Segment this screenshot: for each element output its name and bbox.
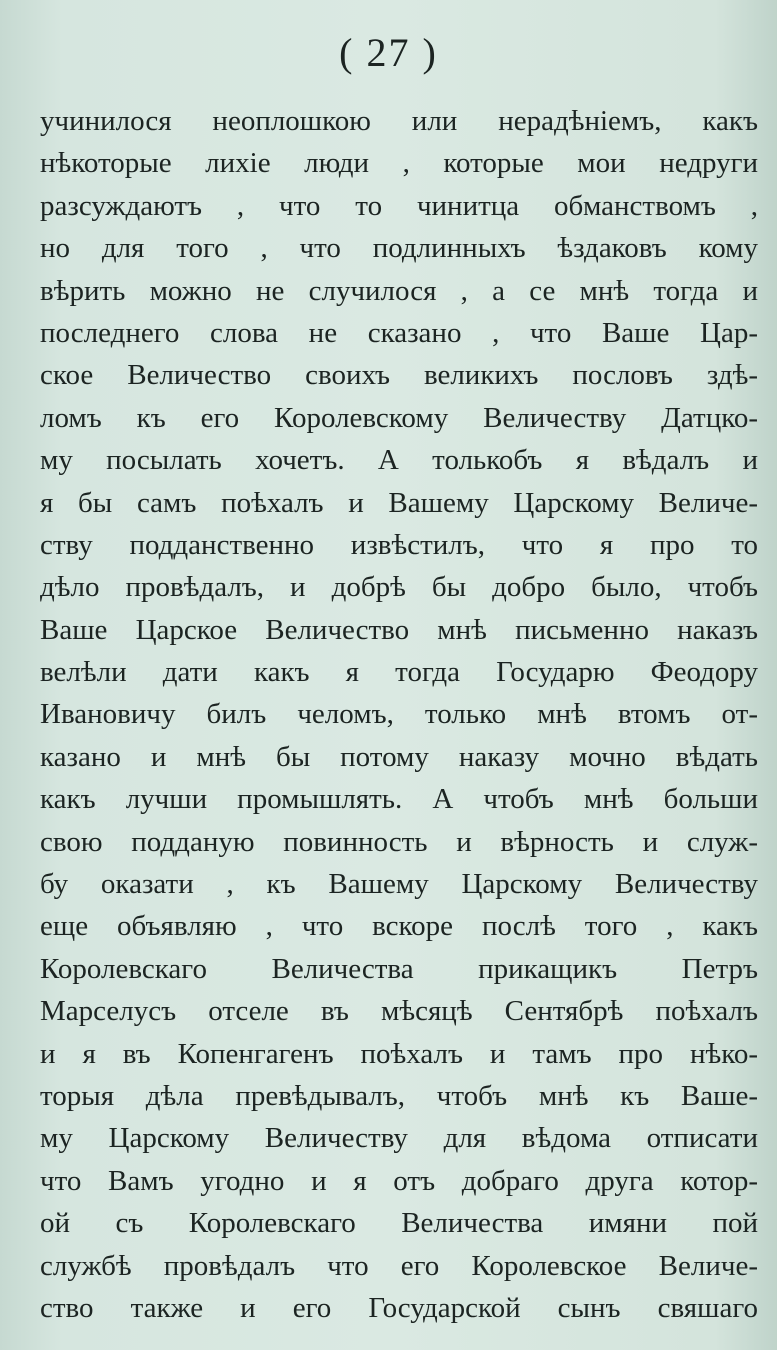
body-text (40, 100, 758, 1329)
text-line: му посылать хочетъ. А толькобъ я вѣдалъ и (40, 444, 758, 477)
text-line: му Царскому Величеству для вѣдома отписати (40, 1122, 758, 1155)
text-line: казано и мнѣ бы потому наказу мочно вѣдать (40, 740, 758, 773)
text-line: велѣли дати какъ я тогда Государю Феодору (40, 656, 758, 689)
text-line: дѣло провѣдалъ, и добрѣ бы добро было, чтобъ (40, 571, 758, 604)
text-line: и я въ Копенгагенъ поѣхалъ и тамъ про нѣко- (40, 1037, 758, 1070)
text-line: бу оказати , къ Вашему Царскому Величеству (40, 868, 758, 901)
text-line: Ваше Царское Величество мнѣ письменно наказъ (40, 613, 758, 646)
text-line: ство также и его Государской сынъ свяшаго (40, 1291, 758, 1324)
text-line: свою подданую повинность и вѣрность и служ- (40, 825, 758, 858)
text-line: службѣ провѣдалъ что его Королевское Величе- (40, 1249, 758, 1282)
text-line: еще объявляю , что вскоре послѣ того , какъ (40, 910, 758, 943)
text-line: Ивановичу билъ челомъ, только мнѣ втомъ от- (40, 698, 758, 731)
text-line: какъ лучши промышлять. А чтобъ мнѣ больши (40, 783, 758, 816)
text-line: вѣрить можно не случилося , а се мнѣ тогда и (40, 274, 758, 307)
text-line: ское Величество своихъ великихъ пословъ здѣ- (40, 359, 758, 392)
text-line: я бы самъ поѣхалъ и Вашему Царскому Величе- (40, 486, 758, 519)
page-number: ( 27 ) (339, 30, 438, 75)
text-line: что Вамъ угодно и я отъ добраго друга котор- (40, 1164, 758, 1197)
text-line: торыя дѣла превѣдывалъ, чтобъ мнѣ къ Вашe- (40, 1079, 758, 1112)
text-line: последнего слова не сказано , что Ваше Цар- (40, 316, 758, 349)
text-line: ой съ Королевскаго Величества имяни пой (40, 1207, 758, 1240)
text-line: Марселусъ отселе въ мѣсяцѣ Сентябрѣ поѣхалъ (40, 995, 758, 1028)
text-line: Королевскаго Величества прикащикъ Петръ (40, 952, 758, 985)
text-line: но для того , что подлинныхъ ѣздаковъ кому (40, 232, 758, 265)
text-line: ломъ къ его Королевскому Величеству Датцко- (40, 401, 758, 434)
text-line: учинилося неоплошкою или нерадѣнiемъ, какъ (40, 105, 758, 137)
text-line: разсуждаютъ , что то чинитца обманствомъ , (40, 189, 758, 222)
text-line: ству подданственно извѣстилъ, что я про то (40, 528, 758, 561)
text-line: нѣкоторые лихiе люди , которые мои недруги (40, 147, 758, 180)
